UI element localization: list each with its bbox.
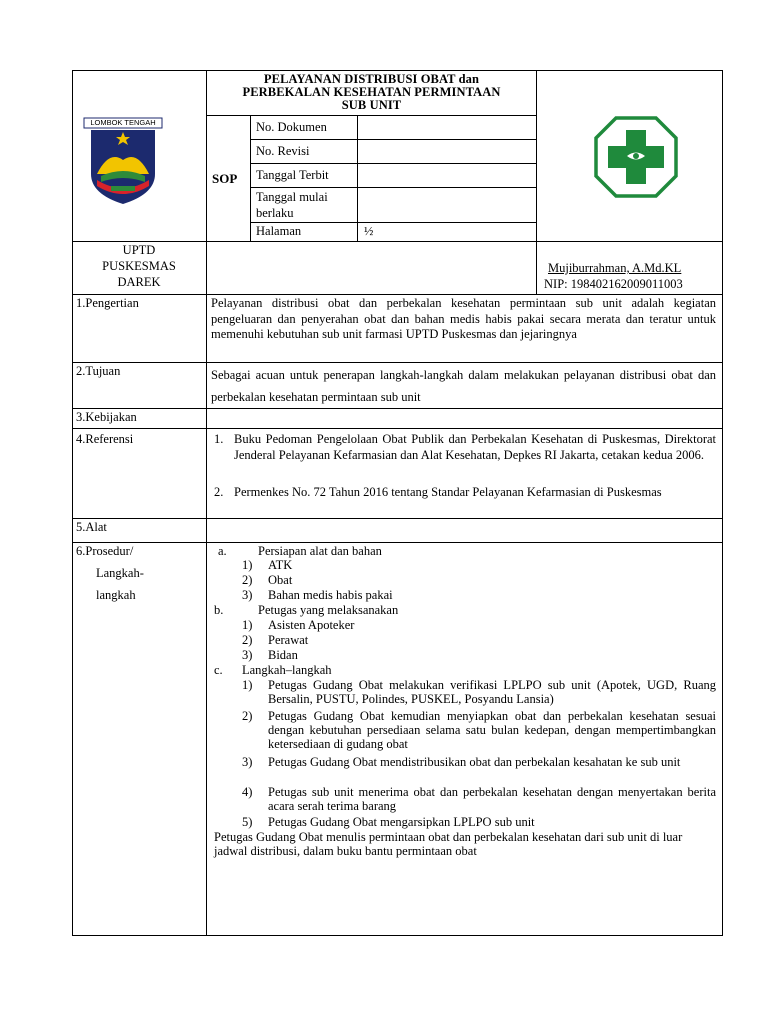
referensi-item: Permenkes No. 72 Tahun 2016 tentang Standar Pelayanan Kefarmasian di Puskesmas xyxy=(234,485,662,499)
sop-document: LOMBOK TENGAH PELAYANAN DISTRIBUSI OBAT dan PERBEKALAN KESEHATAN PERMINTAAN SUB UNIT SOP No. Dokumen No. Revisi Tanggal Terbit Tanggal mulai berlaku Halaman ½ UPTD PUSKESMAS DAREK Mujiburrahman, A.Md.KL NIP: 198402162009011003 1.Pengertian Pelayanan distribusi obat dan perbekalan kesehatan permintaan sub unit adalah kegiatan pengeluaran dan penyerahan obat dan bahan medis habis pakai secara merata dan teratur untuk memenuhi kebutuhan sub unit farmasi UPTD Puskesmas dan jejaringnya 2.Tujuan Sebagai acuan untuk penerapan langkah-langkah dalam melakukan pelayanan distribusi obat dan perbekalan kesehatan permintaan sub unit 3.Kebijakan 4.Referensi 1. Buku Pedoman Pengelolaan Obat Publik dan Perbekalan Kesehatan di Puskesmas, Direktorat Jenderal Pelayanan Kefarmasian dan Alat Kesehatan, Depkes RI Jakarta, cetakan kedua 2006. 2. Permenkes No. 72 Tahun 2016 tentang Standar Pelayanan Kefarmasian di Puskesmas 5.Alat 6.Prosedur/ Langkah- langkah a. Persiapan alat dan bahan 1) ATK 2) Obat 3) Bahan medis habis pakai b. Petugas yang melaksanakan 1) Asisten Apoteker 2) Perawat 3) Bidan c. Langkah–langkah 1) Petugas Gudang Obat melakukan verifikasi LPLPO sub unit (Apotek, UGD, Ruang Bersalin, PUSTU, Polindes, PUSKEL, Posyandu Lansia) 2) Petugas Gudang Obat kemudian menyiapkan obat dan perbekalan kesehatan sesuai dengan kebutuhan persediaan selama satu bulan kedepan, dengan mempertimbangkan ketersediaan di gudang obat 3) Petugas Gudang Obat mendistribusikan obat dan perbekalan kesahatan ke sub unit 4) Petugas sub unit menerima obat dan perbekalan kesehatan dengan menyertakan berita acara serah terima barang 5) Petugas Gudang Obat mengarsipkan LPLPO sub unit Petugas Gudang Obat menulis permintaan obat dan perbekalan kesehatan dari sub unit di luar jadwal distribusi, dalam buku bantu permintaan obat xyxy=(0,0,768,1024)
field-label-halaman: Halaman xyxy=(256,224,302,238)
section-label-tujuan: 2.Tujuan xyxy=(76,364,121,378)
field-value-halaman: ½ xyxy=(364,224,374,238)
pengertian-text: Pelayanan distribusi obat dan perbekalan kesehatan permintaan sub unit adalah kegiatan pengeluaran dan penyerahan obat dan bahan medis habis pakai secara merata dan teratur untuk memenuhi kebutuhan sub unit farmasi UPTD Puskesmas dan jejaringnya xyxy=(211,296,716,341)
list-item: Perawat xyxy=(268,633,309,647)
field-label-no-revisi: No. Revisi xyxy=(256,144,310,158)
list-item: Petugas Gudang Obat kemudian menyiapkan obat dan perbekalan kesehatan sesuai dengan kebutuhan persediaan selama satu bulan kedepan, dengan mempertimbangkan ketersediaan di gudang obat xyxy=(268,709,716,751)
prosedur-note: Petugas Gudang Obat menulis permintaan obat dan perbekalan kesehatan dari sub unit di luar jadwal distribusi, dalam buku bantu permintaan obat xyxy=(214,830,683,858)
prosedur-c-label: Langkah–langkah xyxy=(242,663,332,677)
field-label-no-dokumen: No. Dokumen xyxy=(256,120,327,134)
list-item: Petugas sub unit menerima obat dan perbekalan kesehatan dengan menyertakan berita acara serah terima barang xyxy=(268,785,716,813)
section-label-pengertian: 1.Pengertian xyxy=(76,296,139,310)
section-label-kebijakan: 3.Kebijakan xyxy=(76,410,137,424)
left-logo-text: LOMBOK TENGAH xyxy=(90,118,156,127)
tujuan-text: Sebagai acuan untuk penerapan langkah-langkah dalam melakukan pelayanan distribusi obat dan perbekalan kesehatan permintaan sub unit xyxy=(211,368,716,404)
lombok-tengah-logo xyxy=(83,116,163,206)
signer-name: Mujiburrahman, A.Md.KL xyxy=(548,261,682,275)
section-label-referensi: 4.Referensi xyxy=(76,432,134,446)
lombok-tengah-emblem-icon xyxy=(83,116,163,206)
field-label-tanggal-mulai-berlaku: Tanggal mulai berlaku xyxy=(256,190,328,220)
prosedur-b-label: Petugas yang melaksanakan xyxy=(258,603,399,617)
prosedur-a-label: Persiapan alat dan bahan xyxy=(258,544,382,558)
puskesmas-logo xyxy=(594,116,678,198)
list-item: Petugas Gudang Obat mengarsipkan LPLPO sub unit xyxy=(268,815,535,829)
list-item: Obat xyxy=(268,573,293,587)
sop-label: SOP xyxy=(212,171,238,186)
list-item: Petugas Gudang Obat melakukan verifikasi LPLPO sub unit (Apotek, UGD, Ruang Bersalin, PUSTU, Polindes, PUSKEL, Posyandu Lansia) xyxy=(268,678,716,706)
list-item: Bahan medis habis pakai xyxy=(268,588,393,602)
section-label-alat: 5.Alat xyxy=(76,520,107,534)
list-item: ATK xyxy=(268,558,293,572)
list-item: Bidan xyxy=(268,648,298,662)
field-label-tanggal-terbit: Tanggal Terbit xyxy=(256,168,329,182)
list-item: Asisten Apoteker xyxy=(268,618,355,632)
list-item: Petugas Gudang Obat mendistribusikan obat dan perbekalan kesahatan ke sub unit xyxy=(268,755,681,769)
puskesmas-cross-icon xyxy=(594,116,678,198)
signer-nip: NIP: 198402162009011003 xyxy=(544,277,683,291)
referensi-item: Buku Pedoman Pengelolaan Obat Publik dan Perbekalan Kesehatan di Puskesmas, Direktorat Jenderal Pelayanan Kefarmasian dan Alat Kesehatan, Depkes RI Jakarta, cetakan kedua 2006. xyxy=(234,432,716,462)
